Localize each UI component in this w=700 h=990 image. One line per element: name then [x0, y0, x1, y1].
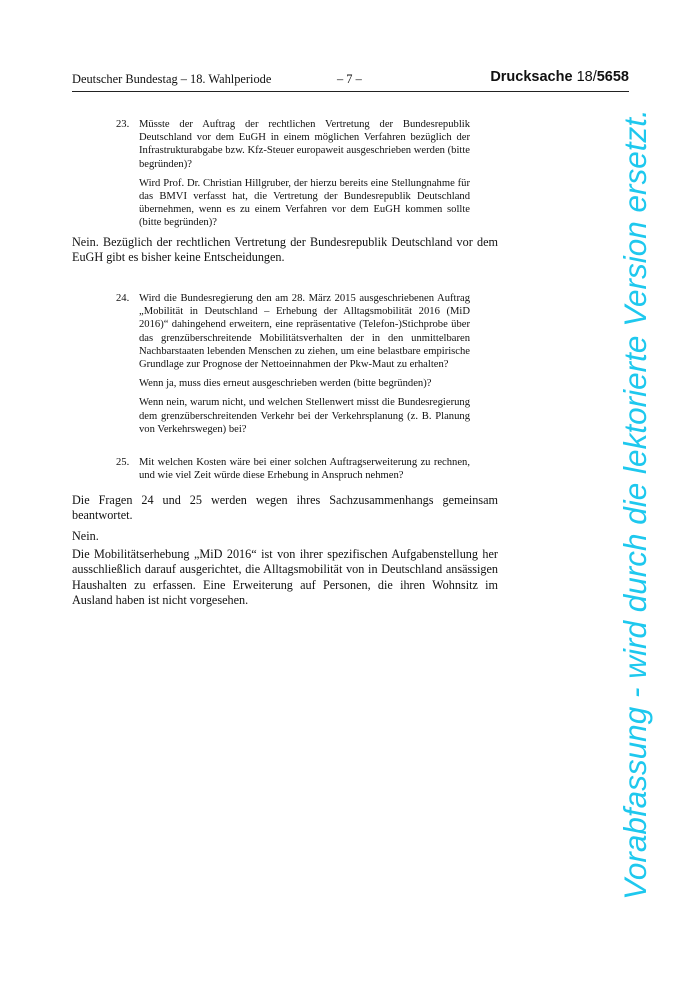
header-title: Deutscher Bundestag – 18. Wahlperiode [72, 72, 272, 86]
question-23 [116, 118, 470, 236]
page-number: – 7 – [337, 72, 362, 86]
doc-number-prefix: 18/ [576, 69, 597, 85]
question-followup-1: Wenn ja, muss dies erneut ausgeschrieben werden (bitte begründen)? [139, 378, 432, 390]
question-text: Mit welchen Kosten wäre bei einer solchen Auftragserweiterung zu rechnen, und wie viel Zeit würde diese Erhebung in Anspruch nehmen? [139, 457, 470, 482]
doc-number-main: 5658 [596, 69, 629, 85]
question-followup-2: Wenn nein, warum nicht, und welchen Stellenwert misst die Bundesregierung dem grenzüberschreitenden Verkehr bei der Verkehrsplanung (z. B. Planung von Verkehrswegen) bei? [139, 397, 470, 435]
question-25 [116, 456, 470, 488]
question-number: 24. [116, 293, 130, 304]
document-number [490, 69, 629, 85]
answer-24-25-short: Nein. [72, 529, 99, 543]
answer-24-25-body: Die Mobilitätserhebung „MiD 2016“ ist von ihrer spezifischen Aufgabenstellung her ausschließlich darauf ausgerichtet, die Alltagsmobilität von in Deutschland ansässigen Haushalten zu erfassen. Eine Erweiterung auf Personen, die ihren Wohnsitz im Ausland haben ist nicht vorgesehen. [72, 547, 498, 608]
question-followup: Wird Prof. Dr. Christian Hillgruber, der hierzu bereits eine Stellungnahme für das BMVI verfasst hat, die Vertretung der Bundesrepublik Deutschland übernehmen, wenn es zu einem Verfahren vor dem EuGH kommen sollte (bitte begründen)? [139, 177, 470, 229]
answer-24-25-intro: Die Fragen 24 und 25 werden wegen ihres Sachzusammenhangs gemeinsam beantwortet. [72, 493, 498, 523]
doc-label: Drucksache [490, 69, 573, 85]
question-24 [116, 292, 470, 442]
question-text: Wird die Bundesregierung den am 28. März 2015 ausgeschriebenen Auftrag „Mobilität in Deutschland – Erhebung der Alltagsmobilität 2016 (MiD 2016)“ dahingehend erweitern, eine repräsentative (Telefon-)Stichprobe über das grenzüberschreitende Mobilitätsverhalten der in den unmittelbaren Nachbarstaaten lebenden Menschen zu ziehen, um eine belastbare empirische Grundlage zur Prognose der Nettoeinnahmen der Pkw-Maut zu erhalten? [139, 293, 470, 371]
question-number: 25. [116, 457, 130, 468]
draft-watermark: Vorabfassung - wird durch die lektorierte Version ersetzt. [617, 109, 653, 900]
question-text: Müsste der Auftrag der rechtlichen Vertretung der Bundesrepublik Deutschland vor dem EuGH in einem möglichen Verfahren bezüglich der Infrastrukturabgabe bzw. Kfz-Steuer europaweit ausgeschrieben werden (bitte begründen)? [139, 119, 470, 170]
question-number: 23. [116, 119, 130, 130]
page-header [72, 69, 629, 92]
answer-23: Nein. Bezüglich der rechtlichen Vertretung der Bundesrepublik Deutschland vor dem EuGH gibt es bisher keine Entscheidungen. [72, 235, 498, 265]
